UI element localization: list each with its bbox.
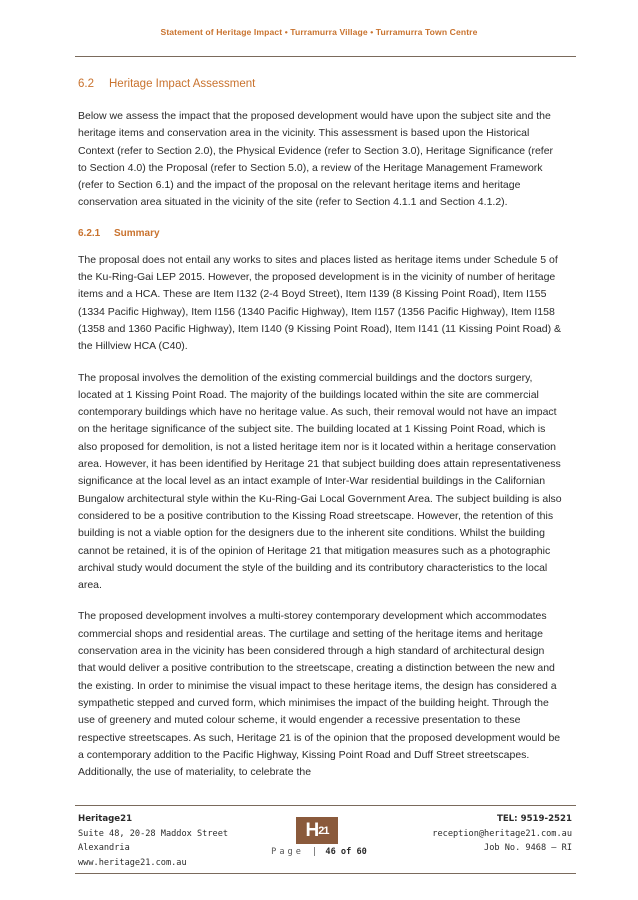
header-divider [75, 56, 576, 57]
subsection-number: 6.2.1 [78, 227, 101, 239]
subsection-title: Summary [114, 227, 160, 239]
intro-paragraph: Below we assess the impact that the proposed development would have upon the subject site and the heritage items and conservation area in the vicinity. This assessment is based upon the Historical Context (refer to Section 2.0), the Physical Evidence (refer to Section 3.0), Heritage Significance (refer to Section 4.0) the Proposal (refer to Section 5.0), a review of the Heritage Management Framework (refer to Section 6.1) and the impact of the proposal on the relevant heritage items and heritage conservation area situated in the vicinity of the site (refer to Section 4.1.1 and Section 4.1.2). [78, 110, 554, 209]
footer-company: Heritage21 [78, 814, 133, 824]
footer-address-line2: Alexandria [78, 843, 130, 853]
running-header: Statement of Heritage Impact • Turramurra Village • Turramurra Town Centre [160, 27, 478, 37]
subsection-heading [78, 226, 564, 242]
section-number: 6.2 [78, 78, 94, 90]
page-count: 46 of 60 [325, 847, 367, 857]
page-label: Page | [271, 847, 321, 857]
heritage21-logo: $H^{21}$ [296, 817, 338, 844]
footer-website[interactable]: www.heritage21.com.au [78, 857, 187, 868]
page-body [78, 74, 564, 795]
footer-divider-top [75, 805, 576, 806]
footer-job-number: Job No. 9468 – RI [484, 843, 572, 853]
page-number [252, 847, 386, 857]
summary-paragraph-2: The proposal involves the demolition of the existing commercial buildings and the doctors surgery, located at 1 Kissing Point Road. The majority of the buildings located within the site are commercial contemporary buildings which have no heritage value. As such, their removal would not have an impact on the heritage significance of the subject site. The building located at 1 Kissing Point Road, which is also proposed for demolition, is not a listed heritage item nor is it located within a heritage conservation area. However, it has been identified by Heritage 21 that subject building does attain representativeness significance at the local level as an intact example of Inter-War residential buildings in the Californian Bungalow architectural style within the Ku-Ring-Gai Local Government Area. The subject building is also considered to be a positive contribution to the Kissing Road streetscape. However, the retention of this building is not a viable option for the designers due to the inherent site conditions. Whilst the building cannot be retained, it is of the opinion of Heritage 21 that mitigation measures such as a photographic archival study would document the style of the building and its contributory characteristics to the local area. [78, 371, 562, 592]
footer-address-line1: Suite 48, 20-28 Maddox Street [78, 828, 229, 839]
footer-tel: TEL: 9519-2521 [496, 814, 572, 824]
section-title: Heritage Impact Assessment [109, 78, 256, 90]
footer-contact-block [432, 812, 572, 856]
footer-divider-bottom [75, 873, 576, 874]
summary-paragraph-1: The proposal does not entail any works to sites and places listed as heritage items under Schedule 5 of the Ku-Ring-Gai LEP 2015. However, the proposed development is in the vicinity of number of heritage items and a HCA. These are Item I132 (2-4 Boyd Street), Item I139 (8 Kissing Point Road), Item I155 (1334 Pacific Highway), Item I156 (1340 Pacific Highway), Item I157 (1356 Pacific Highway), Item I158 (1358 and 1360 Pacific Highway), Item I140 (9 Kissing Point Road), Item I141 (11 Kissing Point Road) & the Hillview HCA (C40). [78, 253, 562, 353]
footer-address-block [78, 812, 228, 870]
summary-paragraph-3: The proposed development involves a multi-storey contemporary development which accommodates commercial shops and residential areas. The curtilage and setting of the heritage items and heritage conservation area in the vicinity has been considered through a high standard of architectural design that would deliver a positive contribution to the streetscape, creating a distinction between the new and the existing. In order to minimise the visual impact to these heritage items, the design has considered a sympathetic stepped and curved form, which minimises the impact of the building height. Through the use of greenery and muted colour scheme, it would engender a recessive presentation to these respective streetscapes. As such, Heritage 21 is of the opinion that the proposed development would be a contemporary addition to the Pacific Highway, Kissing Point Road and Duff Street streetscapes. Additionally, the use of materiality, to celebrate the [78, 610, 561, 779]
section-heading [78, 74, 564, 94]
footer-email[interactable]: reception@heritage21.com.au [432, 828, 572, 839]
